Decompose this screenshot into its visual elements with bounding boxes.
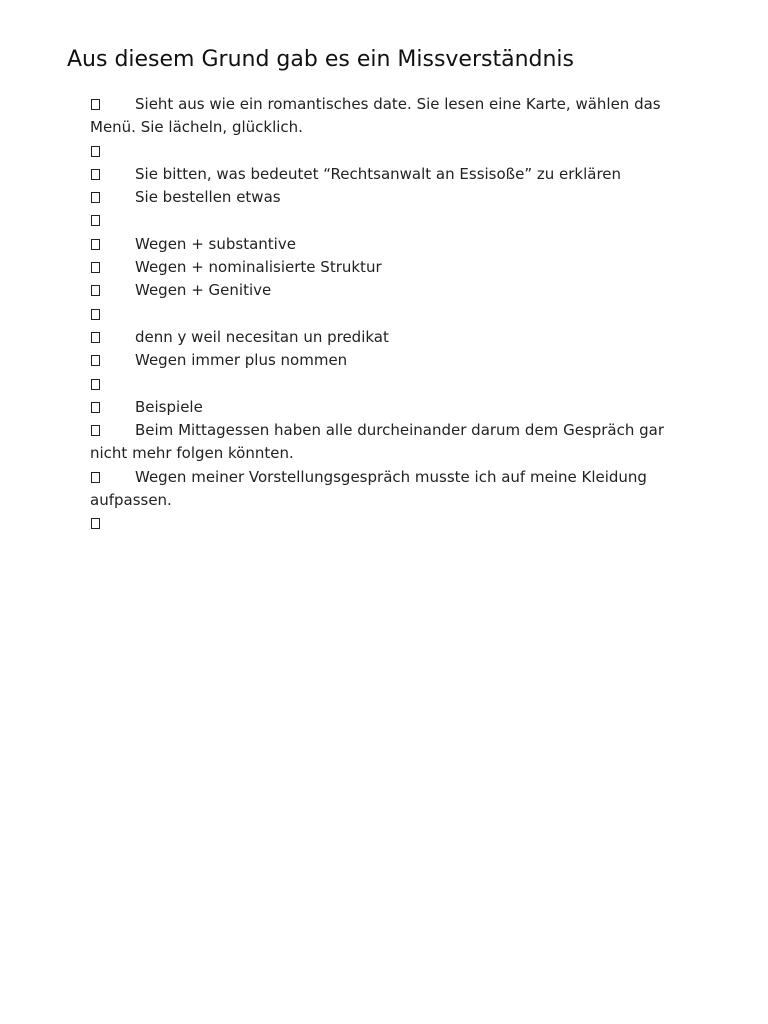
list-item [90,396,680,419]
list-item-text: Sie bestellen etwas [135,188,281,207]
list-item [90,256,680,279]
page-title: Aus diesem Grund gab es ein Missverständnis [67,47,575,72]
bullet-list [90,93,680,536]
missing-glyph-box-icon [91,285,100,296]
list-item [90,303,680,326]
missing-glyph-box-icon [91,425,100,436]
list-item-text: Sie bitten, was bedeutet “Rechtsanwalt an Essisoße” zu erklären [135,164,622,183]
list-item-text: Beispiele [135,397,203,416]
list-item [90,349,680,372]
list-item-text: denn y weil necesitan un predikat [135,327,389,346]
missing-glyph-box-icon [91,99,100,110]
missing-glyph-box-icon [91,309,100,320]
list-item [90,512,680,535]
list-item-text: Wegen + Genitive [135,281,272,300]
list-item-text: Wegen + nominalisierte Struktur [135,258,382,277]
list-item [90,466,680,513]
list-item [90,140,680,163]
list-item [90,163,680,186]
missing-glyph-box-icon [91,472,100,483]
missing-glyph-box-icon [91,239,100,250]
list-item [90,233,680,256]
missing-glyph-box-icon [91,402,100,413]
missing-glyph-box-icon [91,355,100,366]
missing-glyph-box-icon [91,262,100,273]
missing-glyph-box-icon [91,379,100,390]
list-item-text: Wegen immer plus nommen [135,351,348,370]
missing-glyph-box-icon [91,192,100,203]
missing-glyph-box-icon [91,146,100,157]
list-item [90,373,680,396]
missing-glyph-box-icon [91,518,100,529]
missing-glyph-box-icon [91,169,100,180]
list-item-text: Wegen meiner Vorstellungsgespräch musste ich auf meine Kleidung aufpassen. [90,467,647,510]
list-item [90,419,680,466]
list-item-text: Beim Mittagessen haben alle durcheinander darum dem Gespräch gar nicht mehr folgen könnten. [90,421,665,463]
missing-glyph-box-icon [91,332,100,343]
list-item [90,93,680,140]
list-item-text: Wegen + substantive [135,234,296,253]
list-item [90,186,680,209]
list-item [90,326,680,349]
list-item [90,209,680,232]
list-item-text: Sieht aus wie ein romantisches date. Sie lesen eine Karte, wählen das Menü. Sie lächeln, glücklich. [90,95,661,137]
list-item [90,279,680,302]
missing-glyph-box-icon [91,215,100,226]
